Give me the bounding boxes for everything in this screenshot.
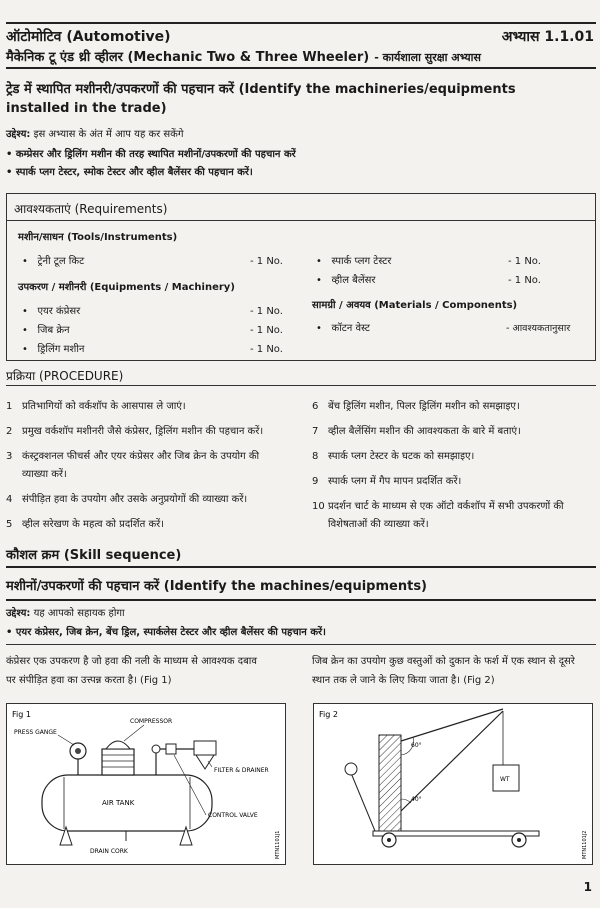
press-gauge-label: PRESS GANGE: [14, 729, 57, 736]
wheel-hub-left: [387, 838, 391, 842]
skill-subheading: मशीनों/उपकरणों की पहचान करें (Identify the machines/equipments): [6, 579, 428, 594]
step-9-text: स्पार्क प्लग में गैप मापन प्रदर्शित करें।: [328, 476, 462, 487]
right-item-name-2: व्हील बैलेंसर: [331, 275, 376, 286]
step-5-number: 5: [6, 519, 13, 530]
fig1-label: Fig 1: [12, 710, 31, 719]
equipment-name-2: जिब क्रेन: [37, 325, 70, 336]
equipment-heading: उपकरण / मशीनरी (Equipments / Machinery): [18, 282, 235, 293]
fig2-code: MTN1101J2: [582, 830, 588, 859]
step-3-text-line-1: कंस्ट्रक्शनल फीचर्स और एयर कंप्रेसर और जिब क्रेन के उपयोग की: [22, 451, 260, 462]
wheel-hub-right: [517, 838, 521, 842]
drain-cork-label: DRAIN CORK: [90, 848, 128, 855]
step-1-number: 1: [6, 401, 13, 412]
equipment-qty-1: - 1 No.: [250, 306, 283, 317]
page-number: 1: [583, 880, 592, 894]
step-7-number: 7: [312, 426, 319, 437]
tool-name: ट्रेनी टूल किट: [37, 256, 85, 267]
crane-paragraph-line-2: स्थान तक ले जाने के लिए किया जाता है। (Fig 2): [312, 675, 495, 686]
material-row: • कॉटन वेस्ट: [316, 323, 370, 334]
compressor-paragraph-line-1: कंप्रेसर एक उपकरण है जो हवा की नली के माध्यम से आवश्यक दबाव: [6, 656, 257, 667]
procedure-heading: प्रक्रिया (PROCEDURE): [6, 369, 124, 383]
top-rule: [6, 22, 596, 24]
compressor-label: COMPRESSOR: [130, 718, 173, 725]
step-2-number: 2: [6, 426, 13, 437]
tool-row: • ट्रेनी टूल किट: [22, 256, 85, 267]
requirements-heading: आवश्यकताएं (Requirements): [14, 202, 168, 216]
section-name: - कार्यशाला सुरक्षा अभ्यास: [374, 51, 481, 64]
equipment-qty-3: - 1 No.: [250, 344, 283, 355]
step-4-number: 4: [6, 494, 13, 505]
equipment-row-2: • जिब क्रेन: [22, 325, 70, 336]
header-rule: [6, 67, 596, 69]
skill-rule-3: [6, 644, 596, 645]
trade-name: मैकेनिक टू एंड थ्री व्हीलर (Mechanic Two & Three Wheeler): [6, 50, 370, 65]
materials-heading: सामग्री / अवयव (Materials / Components): [312, 300, 518, 311]
skill-objective-intro-text: यह आपको सहायक होगा: [33, 608, 125, 619]
angle-top-label: 60°: [411, 742, 422, 749]
handle-wheel-icon: [345, 763, 357, 775]
step-10-text-line-2: विशेषताओं की व्याख्या करें।: [328, 519, 429, 530]
right-item-row-2: • व्हील बैलेंसर: [316, 275, 376, 286]
gauge-center: [75, 748, 81, 754]
equipment-qty-2: - 1 No.: [250, 325, 283, 336]
right-item-qty-2: - 1 No.: [508, 275, 541, 286]
objectives-label: उद्देश्य:: [6, 129, 31, 140]
objective-item-1: • कम्प्रेसर और ड्रिलिंग मशीन की तरह स्थापित मशीनों/उपकरणों की पहचान करें: [6, 149, 296, 160]
skill-objective-intro: [6, 607, 125, 621]
equipment-name-3: ड्रिलिंग मशीन: [37, 344, 85, 355]
fig1-air-compressor-diagram: [6, 703, 286, 865]
objectives-intro-text: इस अभ्यास के अंत में आप यह कर सकेंगे: [33, 129, 184, 140]
step-5-text: व्हील सरेखण के महत्व को प्रदर्शित करें।: [22, 519, 165, 530]
air-tank-label: AIR TANK: [102, 799, 135, 807]
right-item-name-1: स्पार्क प्लग टेस्टर: [331, 256, 392, 267]
step-3-number: 3: [6, 451, 13, 462]
procedure-rule: [6, 385, 596, 386]
fig2-label: Fig 2: [319, 710, 338, 719]
step-2-text: प्रमुख वर्कशॉप मशीनरी जैसे कंप्रेसर, ड्रिलिंग मशीन की पहचान करें।: [22, 426, 264, 437]
angle-bottom-label: 40°: [411, 796, 422, 803]
filter-label: FILTER & DRAINER: [214, 767, 269, 774]
course-title: ऑटोमोटिव (Automotive): [6, 29, 171, 45]
step-1-text: प्रतिभागियों को वर्कशॉप के आसपास ले जाएं।: [22, 401, 186, 412]
step-8-number: 8: [312, 451, 319, 462]
control-valve-shape: [166, 744, 176, 754]
fig1-code: MTN1101J1: [275, 830, 281, 859]
material-name: कॉटन वेस्ट: [331, 323, 370, 334]
skill-rule-2: [6, 599, 596, 601]
fig2-jib-crane-diagram: [313, 703, 593, 865]
step-8-text: स्पार्क प्लग टेस्टर के घटक को समझाइए।: [328, 451, 475, 462]
step-6-text: बेंच ड्रिलिंग मशीन, पिलर ड्रिलिंग मशीन को समझाइए।: [328, 401, 520, 412]
step-9-number: 9: [312, 476, 319, 487]
title-line-1: ट्रेड में स्थापित मशीनरी/उपकरणों की पहचान करें (Identify the machineries/equipments: [6, 82, 516, 97]
compressor-body: [102, 749, 134, 775]
step-10-number: 10: [312, 501, 325, 512]
objectives-intro: [6, 128, 183, 142]
step-6-number: 6: [312, 401, 319, 412]
skill-sequence-heading: कौशल क्रम (Skill sequence): [6, 548, 182, 563]
equipment-name-1: एयर कंप्रेसर: [37, 306, 81, 317]
compressor-paragraph-line-2: पर संपीड़ित हवा का उत्त्पन्न करता है। (Fig 1): [6, 675, 172, 686]
equipment-row-1: • एयर कंप्रेसर: [22, 306, 81, 317]
requirements-divider: [6, 220, 596, 221]
crane-paragraph-line-1: जिब क्रेन का उपयोग कुछ वस्तुओं को दुकान के फर्श में एक स्थान से दूसरे: [312, 656, 575, 667]
control-valve-label: CONTROL VALVE: [208, 812, 258, 819]
trade-line: [6, 46, 481, 65]
skill-objective-label: उद्देश्य:: [6, 608, 31, 619]
objective-text-2: स्पार्क प्लग टेस्टर, स्मोक टेस्टर और व्हील बैलेंसर की पहचान करें।: [15, 167, 253, 178]
equipment-row-3: • ड्रिलिंग मशीन: [22, 344, 85, 355]
step-3-text-line-2: व्याख्या करें।: [22, 469, 67, 480]
crane-mast: [379, 735, 401, 831]
weight-label: WT: [500, 776, 510, 783]
exercise-title: [6, 80, 596, 118]
tools-heading: मशीन/साधन (Tools/Instruments): [18, 232, 178, 243]
pipe-joint: [152, 745, 160, 753]
step-4-text: संपीड़ित हवा के उपयोग और उसके अनुप्रयोगों की व्याख्या करें।: [22, 494, 248, 505]
skill-objective-text: एयर कंप्रेसर, जिब क्रेन, बेंच ड्रिल, स्पार्कलेस टेस्टर और व्हील बैलेंसर की पहचान करें।: [15, 627, 326, 638]
right-item-row-1: • स्पार्क प्लग टेस्टर: [316, 256, 392, 267]
step-10-text-line-1: प्रदर्शन चार्ट के माध्यम से एक ऑटो वर्कशॉप में सभी उपकरणों की: [328, 501, 564, 512]
skill-objective-item: • एयर कंप्रेसर, जिब क्रेन, बेंच ड्रिल, स्पार्कलेस टेस्टर और व्हील बैलेंसर की पहचान करें।: [6, 627, 326, 638]
filter-body: [194, 741, 216, 755]
right-item-qty-1: - 1 No.: [508, 256, 541, 267]
objective-text-1: कम्प्रेसर और ड्रिलिंग मशीन की तरह स्थापित मशीनों/उपकरणों की पहचान करें: [15, 149, 296, 160]
material-qty: - आवश्यकतानुसार: [506, 323, 571, 334]
skill-rule-1: [6, 566, 596, 568]
step-7-text: व्हील बैलेंसिंग मशीन की आवश्यकता के बारे में बताएं।: [328, 426, 521, 437]
objective-item-2: • स्पार्क प्लग टेस्टर, स्मोक टेस्टर और व्हील बैलेंसर की पहचान करें।: [6, 167, 253, 178]
exercise-number: अभ्यास 1.1.01: [501, 29, 594, 45]
tool-qty: - 1 No.: [250, 256, 283, 267]
title-line-2: installed in the trade): [6, 101, 167, 116]
